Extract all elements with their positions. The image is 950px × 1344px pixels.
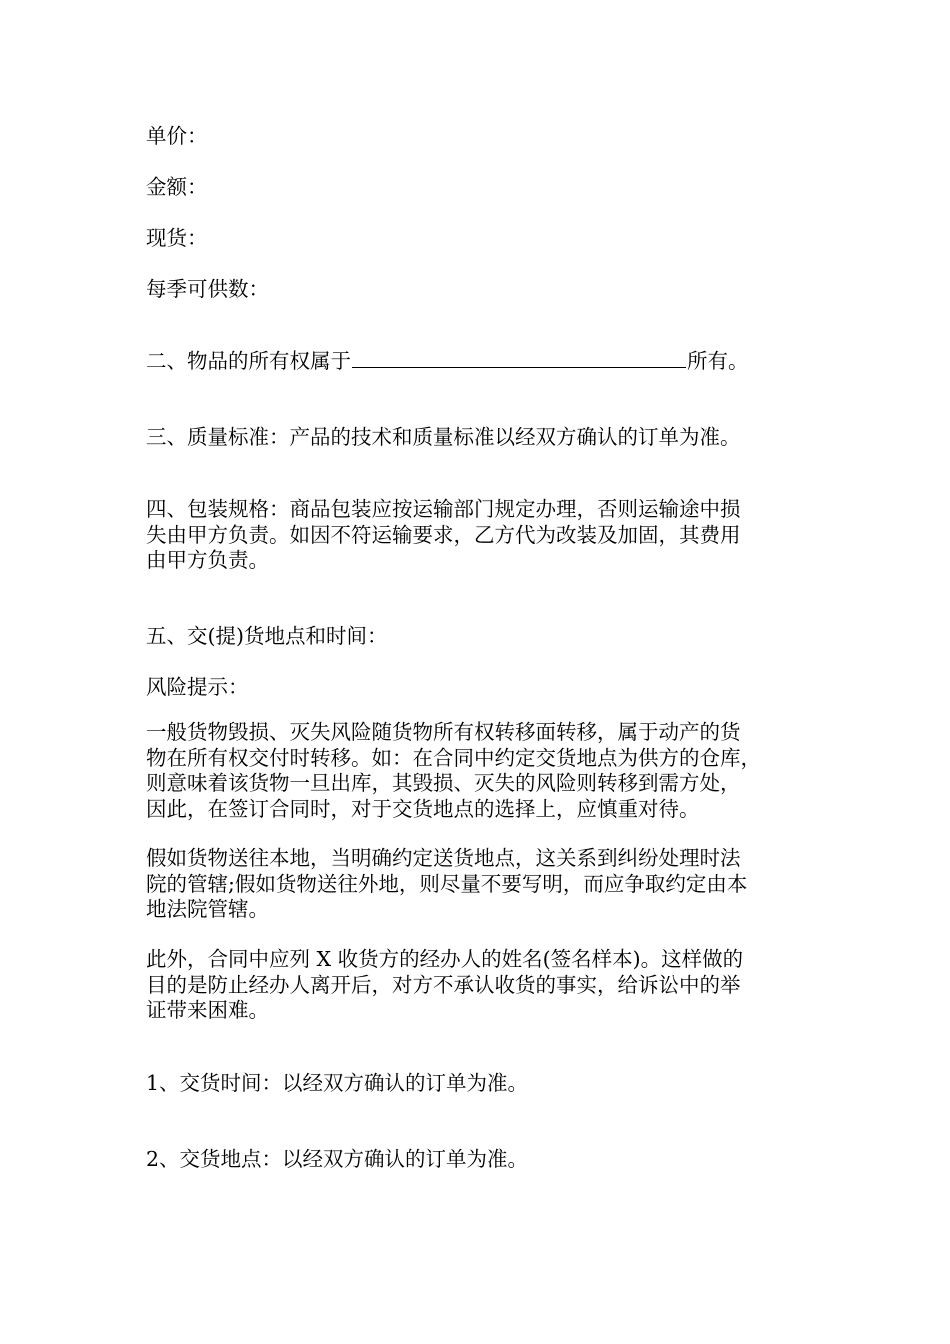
risk-paragraph-jurisdiction xyxy=(146,846,816,923)
risk-line: 物在所有权交付时转移。如：在合同中约定交货地点为供方的仓库， xyxy=(146,745,761,770)
amount-label: 金额： xyxy=(146,175,208,199)
risk-line: 一般货物毁损、灭失风险随货物所有权转移面转移，属于动产的货 xyxy=(146,720,741,744)
risk-line: 地法院管辖。 xyxy=(146,897,269,921)
ownership-prefix: 二、物品的所有权属于 xyxy=(146,349,351,373)
unit-price-label: 单价： xyxy=(146,124,208,148)
risk-paragraph-ownership xyxy=(146,720,816,822)
risk-line: 证带来困难。 xyxy=(146,998,269,1022)
ownership-blank-line xyxy=(352,367,686,368)
delivery-heading: 五、交(提)货地点和时间： xyxy=(146,624,388,648)
packaging-line: 由甲方负责。 xyxy=(146,548,269,572)
in-stock-label: 现货： xyxy=(146,226,208,250)
quality-clause: 三、质量标准：产品的技术和质量标准以经双方确认的订单为准。 xyxy=(146,425,741,449)
per-season-supply-label: 每季可供数： xyxy=(146,277,269,301)
delivery-time-clause: 1、交货时间：以经双方确认的订单为准。 xyxy=(146,1071,529,1095)
risk-line: 此外，合同中应列 X 收货方的经办人的姓名(签名样本)。这样做的 xyxy=(146,947,744,971)
risk-heading: 风险提示： xyxy=(146,675,249,699)
risk-line: 假如货物送往本地，当明确约定送货地点，这关系到纠纷处理时法 xyxy=(146,846,741,870)
ownership-clause xyxy=(146,349,816,375)
packaging-line: 失由甲方负责。如因不符运输要求，乙方代为改装及加固，其费用 xyxy=(146,522,741,547)
ownership-suffix: 所有。 xyxy=(687,349,749,373)
packaging-clause xyxy=(146,497,816,574)
risk-paragraph-handler xyxy=(146,947,816,1024)
packaging-line: 四、包装规格：商品包装应按运输部门规定办理，否则运输途中损 xyxy=(146,497,741,521)
delivery-place-clause: 2、交货地点：以经双方确认的订单为准。 xyxy=(146,1147,529,1171)
risk-line: 因此，在签订合同时，对于交货地点的选择上，应慎重对待。 xyxy=(146,796,700,821)
risk-line: 则意味着该货物一旦出库，其毁损、灭失的风险则转移到需方处， xyxy=(146,771,741,795)
risk-line: 目的是防止经办人离开后，对方不承认收货的事实，给诉讼中的举 xyxy=(146,972,741,997)
risk-line: 院的管辖;假如货物送往外地，则尽量不要写明，而应争取约定由本 xyxy=(146,871,748,896)
